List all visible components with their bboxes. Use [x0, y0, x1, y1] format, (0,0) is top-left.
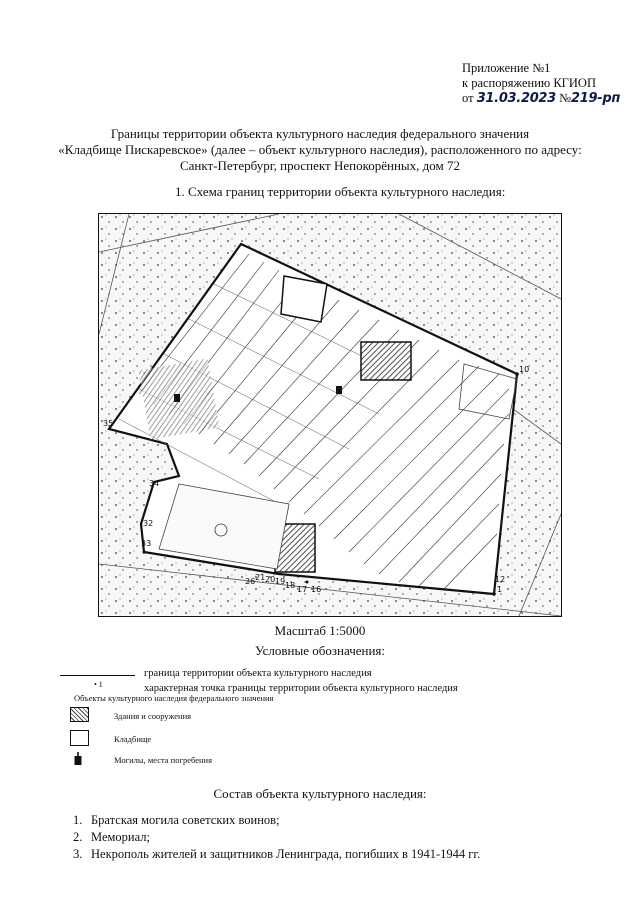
map-point-label: 12 — [495, 575, 506, 584]
legend-objects-heading: Объекты культурного наследия федерального значения — [74, 693, 274, 703]
list-item: 3. Некрополь жителей и защитников Ленинграда, погибших в 1941-1944 гг. — [73, 847, 481, 861]
map-point-label: 34 — [149, 479, 160, 488]
appendix-number: Приложение №1 — [462, 61, 551, 75]
map-point-label: 1 — [497, 585, 503, 594]
map-point-label: 32 — [143, 519, 154, 528]
appendix-header — [462, 61, 620, 106]
map-point-label: 26 — [245, 577, 256, 586]
map-point-label: 33 — [141, 539, 152, 548]
composition-list — [73, 812, 480, 863]
map-point-label: 10 — [519, 365, 530, 374]
grave-icon — [74, 752, 82, 770]
map-point-label: 17 — [297, 585, 308, 594]
fenced-plot — [281, 276, 327, 322]
legend-title: Условные обозначения: — [254, 643, 386, 658]
map-point-label: 35 — [103, 419, 114, 428]
map-scale: Масштаб 1:5000 — [274, 623, 366, 638]
legend-boundary-line — [60, 675, 135, 676]
composition-title: Состав объекта культурного наследия: — [213, 786, 427, 801]
document-title: Границы территории объекта культурного наследия федерального значения «Кладбище Пискаревское» (далее – объект культурного наследия), расположенного по адресу: Санкт-Петербург, проспект Непокорённых, дом 72 — [58, 126, 582, 173]
handwritten-number: 219-рп — [571, 91, 621, 106]
legend-buildings-symbol — [70, 707, 89, 722]
section-heading-scheme: 1. Схема границ территории объекта культурного наследия: — [175, 184, 506, 199]
map-point-label: 16 — [311, 585, 322, 594]
list-item: 1. Братская могила советских воинов; — [73, 813, 280, 827]
legend-buildings-text: Здания и сооружения — [114, 711, 192, 721]
handwritten-date: 31.03.2023 — [476, 91, 556, 106]
list-item: 2. Мемориал; — [73, 830, 150, 844]
boundary-map — [98, 213, 562, 617]
legend-point-text: характерная точка границы территории объекта культурного наследия — [144, 683, 458, 694]
legend-graves-text: Могилы, места погребения — [114, 755, 212, 765]
map-point-label: 21 — [255, 573, 266, 582]
appendix-order-ref: к распоряжению КГИОП — [462, 76, 596, 90]
legend-cemetery-symbol — [70, 730, 89, 746]
appendix-date-line: от 31.03.2023 №219-рп — [462, 91, 621, 106]
legend-cemetery-text: Кладбище — [114, 734, 152, 744]
map-point-label: 19 — [275, 577, 286, 586]
map-point-label: 20 — [265, 575, 276, 584]
legend-boundary-text: граница территории объекта культурного наследия — [144, 668, 372, 679]
map-point-label: 18 — [285, 581, 296, 590]
legend-point-marker: • 1 — [94, 680, 103, 689]
memorial-building — [361, 342, 411, 380]
boundary-map-svg — [99, 214, 561, 616]
